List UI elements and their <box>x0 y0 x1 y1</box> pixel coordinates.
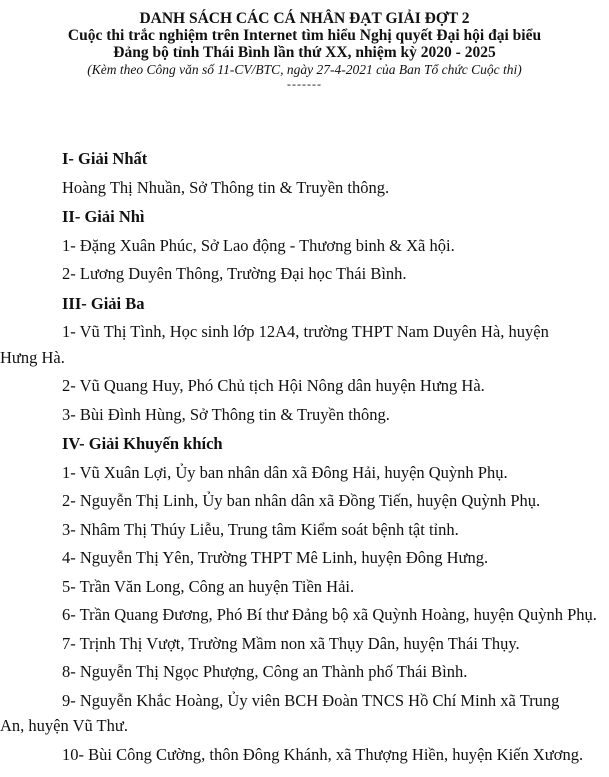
list-item: 1- Đặng Xuân Phúc, Sở Lao động - Thương binh & Xã hội. <box>62 235 455 255</box>
section-heading-first-prize: I- Giải Nhất <box>62 149 148 168</box>
document-title: DANH SÁCH CÁC CÁ NHÂN ĐẠT GIẢI ĐỢT 2 <box>139 10 470 27</box>
list-item: 5- Trần Văn Long, Công an huyện Tiền Hải. <box>62 576 355 596</box>
section-heading-encouragement-prize: IV- Giải Khuyến khích <box>62 434 223 453</box>
list-item: 2- Vũ Quang Huy, Phó Chủ tịch Hội Nông dân huyện Hưng Hà. <box>62 376 485 395</box>
header-divider: ------- <box>287 77 322 91</box>
list-item: 3- Bùi Đình Hùng, Sở Thông tin & Truyền thông. <box>62 404 390 424</box>
section-heading-second-prize: II- Giải Nhì <box>62 207 145 226</box>
list-item <box>0 688 583 739</box>
document-header <box>0 10 609 90</box>
list-item: 8- Nguyễn Thị Ngọc Phượng, Công an Thành phố Thái Bình. <box>62 662 468 681</box>
list-item-continuation: An, huyện Vũ Thư. <box>0 716 128 735</box>
document-subtitle-line-2: Đảng bộ tỉnh Thái Bình lần thứ XX, nhiệm kỳ 2020 - 2025 <box>113 44 496 61</box>
list-item: 2- Lương Duyên Thông, Trường Đại học Thái Bình. <box>62 264 407 283</box>
list-item-continuation: Hưng Hà. <box>0 347 65 367</box>
section-heading-third-prize: III- Giải Ba <box>62 293 145 313</box>
list-item: 10- Bùi Công Cường, thôn Đông Khánh, xã Thượng Hiền, huyện Kiến Xương. <box>62 744 584 764</box>
list-item-line: 9- Nguyễn Khắc Hoàng, Ủy viên BCH Đoàn TNCS Hồ Chí Minh xã Trung <box>62 690 560 710</box>
reference-note: (Kèm theo Công văn số 11-CV/BTC, ngày 27-4-2021 của Ban Tổ chức Cuộc thi) <box>87 62 522 77</box>
list-item: 3- Nhâm Thị Thúy Liễu, Trung tâm Kiểm soát bệnh tật tỉnh. <box>62 519 459 539</box>
list-item-line: 1- Vũ Thị Tình, Học sinh lớp 12A4, trường THPT Nam Duyên Hà, huyện <box>62 322 549 341</box>
list-item: 1- Vũ Xuân Lợi, Ủy ban nhân dân xã Đông Hải, huyện Quỳnh Phụ. <box>62 462 508 482</box>
list-item: 7- Trịnh Thị Vượt, Trường Mầm non xã Thụy Dân, huyện Thái Thụy. <box>62 633 520 653</box>
list-item: 6- Trần Quang Đương, Phó Bí thư Đảng bộ xã Quỳnh Hoàng, huyện Quỳnh Phụ. <box>62 605 597 624</box>
document-subtitle-line-1: Cuộc thi trắc nghiệm trên Internet tìm hiểu Nghị quyết Đại hội đại biểu <box>67 27 542 44</box>
list-item: Hoàng Thị Nhuần, Sở Thông tin & Truyền thông. <box>62 177 390 197</box>
list-item <box>0 319 583 370</box>
award-list <box>0 146 597 767</box>
list-item: 2- Nguyễn Thị Linh, Ủy ban nhân dân xã Đồng Tiến, huyện Quỳnh Phụ. <box>62 491 541 510</box>
list-item: 4- Nguyễn Thị Yên, Trường THPT Mê Linh, huyện Đông Hưng. <box>62 548 489 567</box>
